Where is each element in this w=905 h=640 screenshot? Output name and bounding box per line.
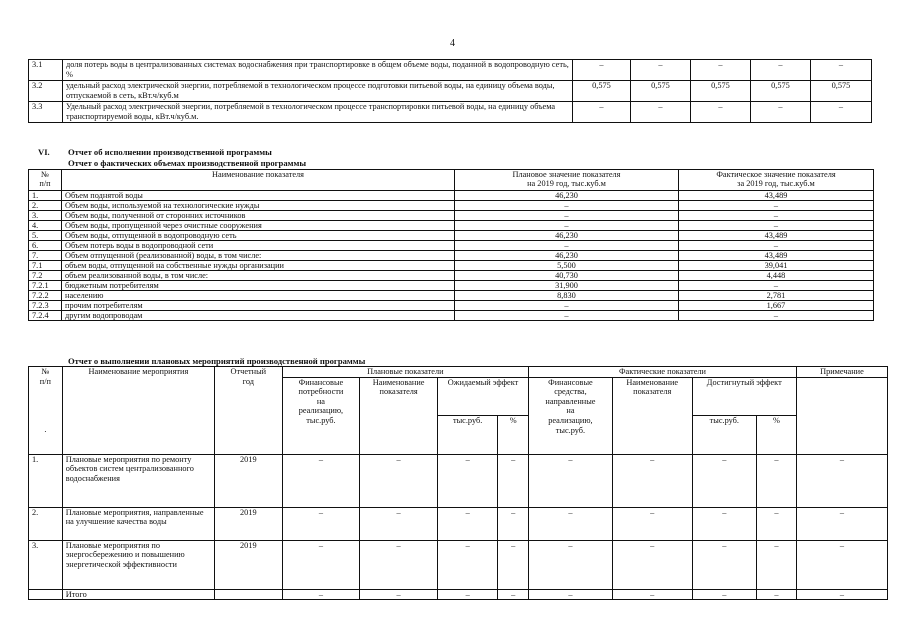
value-cell: 0,575 [631, 81, 691, 102]
row-name: удельный расход электрической энергии, потребляемой в технологическом процессе подготовки питьевой воды, на единицу объема воды, отпускаемой в сеть, кВт.ч/куб.м [63, 81, 573, 102]
table-row [29, 201, 874, 211]
value-cell: – [796, 540, 887, 589]
header-plan-rub: тыс.руб. [437, 416, 497, 455]
indicators-table [28, 59, 872, 123]
header-dot: . [44, 424, 47, 434]
row-number: 3. [29, 540, 63, 589]
volumes-table [28, 169, 874, 321]
header-fact-effect: Достигнутый эффект [692, 377, 796, 416]
row-year: 2019 [215, 540, 282, 589]
row-name: бюджетным потребителям [62, 281, 455, 291]
table-row [29, 261, 874, 271]
table-row [29, 540, 888, 589]
value-cell: – [691, 102, 751, 123]
value-cell: – [437, 540, 497, 589]
table-row [29, 291, 874, 301]
value-cell: – [498, 507, 529, 540]
plan-value: 8,830 [455, 291, 679, 301]
row-name: Объем воды, отпущенной в водопроводную сеть [62, 231, 455, 241]
row-name: доля потерь воды в централизованных системах водоснабжения при транспортировке в общем объеме воды, поданной в водопроводную сеть, % [63, 60, 573, 81]
value-cell: – [631, 60, 691, 81]
fact-value: 2,781 [679, 291, 874, 301]
total-value-cell: – [437, 589, 497, 600]
row-year: 2019 [215, 454, 282, 507]
total-value-cell: – [360, 589, 438, 600]
total-value-cell: – [757, 589, 797, 600]
table-header-row [29, 170, 874, 191]
row-number: 3.1 [29, 60, 63, 81]
total-blank [29, 589, 63, 600]
row-year: 2019 [215, 507, 282, 540]
plan-value: – [455, 201, 679, 211]
header-plan-effect: Ожидаемый эффект [437, 377, 528, 416]
plan-value: – [455, 221, 679, 231]
table-row [29, 281, 874, 291]
total-value-cell: – [796, 589, 887, 600]
total-value-cell: – [612, 589, 692, 600]
row-number: 7.2 [29, 271, 62, 281]
table-row [29, 301, 874, 311]
row-number: 1. [29, 454, 63, 507]
fact-value: 1,667 [679, 301, 874, 311]
table-row [29, 241, 874, 251]
fact-value: 39,041 [679, 261, 874, 271]
row-number: 7. [29, 251, 62, 261]
value-cell: – [360, 507, 438, 540]
row-number: 3.2 [29, 81, 63, 102]
table-row [29, 454, 888, 507]
total-value-cell: – [498, 589, 529, 600]
header-fact-pct: % [757, 416, 797, 455]
header-plan-fin: Финансовые потребности на реализацию, тыс.руб. [282, 377, 360, 454]
plan-value: – [455, 301, 679, 311]
row-name: другим водопроводам [62, 311, 455, 321]
value-cell: 0,575 [751, 81, 811, 102]
value-cell: 0,575 [811, 81, 872, 102]
row-number: 7.2.2 [29, 291, 62, 301]
plan-value: 46,230 [455, 251, 679, 261]
value-cell: – [811, 102, 872, 123]
fact-value: – [679, 201, 874, 211]
table-row [29, 231, 874, 241]
value-cell: – [529, 454, 613, 507]
row-name: Объем отпущенной (реализованной) воды, в том числе: [62, 251, 455, 261]
row-number: 7.2.4 [29, 311, 62, 321]
value-cell: – [498, 540, 529, 589]
value-cell: – [282, 540, 360, 589]
value-cell: – [612, 454, 692, 507]
fact-value: – [679, 311, 874, 321]
fact-value: – [679, 211, 874, 221]
header-plan-group: Плановые показатели [282, 367, 528, 378]
table-row [29, 507, 888, 540]
fact-value: 43,489 [679, 191, 874, 201]
row-name: Плановые мероприятия по ремонту объектов систем централизованного водоснабжения [62, 454, 214, 507]
value-cell: – [612, 507, 692, 540]
value-cell: – [757, 454, 797, 507]
value-cell: – [360, 540, 438, 589]
row-name: Объем воды, используемой на технологические нужды [62, 201, 455, 211]
header-plan-pct: % [498, 416, 529, 455]
row-number: 4. [29, 221, 62, 231]
header-plan: Плановое значение показателя на 2019 год, тыс.куб.м [455, 170, 679, 191]
plan-value: 40,730 [455, 271, 679, 281]
row-name: населению [62, 291, 455, 301]
header-note: Примечание [796, 367, 887, 378]
row-name: Плановые мероприятия, направленные на улучшение качества воды [62, 507, 214, 540]
value-cell: – [529, 540, 613, 589]
plan-value: 31,900 [455, 281, 679, 291]
section-number: VI. [38, 147, 50, 157]
row-name: Удельный расход электрической энергии, потребляемой в технологическом процессе транспортировки питьевой воды, на единицу объема транспортируемой воды, кВт.ч/куб.м. [63, 102, 573, 123]
value-cell: – [757, 507, 797, 540]
table-row [29, 211, 874, 221]
value-cell: – [692, 454, 756, 507]
row-name: Объем воды, пропущенной через очистные сооружения [62, 221, 455, 231]
row-number: 2. [29, 507, 63, 540]
header-fact-group: Фактические показатели [529, 367, 797, 378]
value-cell: – [282, 454, 360, 507]
plan-value: 46,230 [455, 191, 679, 201]
value-cell: – [529, 507, 613, 540]
total-row [29, 589, 888, 600]
total-value-cell: – [692, 589, 756, 600]
row-number: 3. [29, 211, 62, 221]
fact-value: – [679, 241, 874, 251]
value-cell: 0,575 [691, 81, 751, 102]
value-cell: – [692, 507, 756, 540]
row-number: 5. [29, 231, 62, 241]
fact-value: 43,489 [679, 231, 874, 241]
plan-value: – [455, 211, 679, 221]
row-name: объем реализованной воды, в том числе: [62, 271, 455, 281]
value-cell: – [757, 540, 797, 589]
measures-title: Отчет о выполнении плановых мероприятий производственной программы [68, 356, 366, 366]
table-header-row [29, 367, 888, 378]
value-cell: 0,575 [573, 81, 631, 102]
header-note-blank [796, 377, 887, 454]
header-fact-fin: Финансовые средства, направленные на реализацию, тыс.руб. [529, 377, 613, 454]
header-fact-rub: тыс.руб. [692, 416, 756, 455]
value-cell: – [691, 60, 751, 81]
row-number: 3.3 [29, 102, 63, 123]
row-name: Объем потерь воды в водопроводной сети [62, 241, 455, 251]
row-name: объем воды, отпущенной на собственные нужды организации [62, 261, 455, 271]
header-num-text: № п/п [39, 367, 51, 386]
value-cell: – [360, 454, 438, 507]
table-row [29, 60, 872, 81]
row-number: 1. [29, 191, 62, 201]
header-year: Отчетный год [215, 367, 282, 455]
value-cell: – [811, 60, 872, 81]
value-cell: – [796, 454, 887, 507]
row-number: 7.2.3 [29, 301, 62, 311]
table-row [29, 191, 874, 201]
value-cell: – [282, 507, 360, 540]
value-cell: – [631, 102, 691, 123]
value-cell: – [437, 454, 497, 507]
table-row [29, 251, 874, 261]
page-number: 4 [450, 38, 455, 49]
header-fact: Фактическое значение показателя за 2019 год, тыс.куб.м [679, 170, 874, 191]
measures-table [28, 366, 888, 600]
row-name: Плановые мероприятия по энергосбережению и повышению энергетической эффективности [62, 540, 214, 589]
table-row [29, 102, 872, 123]
total-value-cell: – [529, 589, 613, 600]
value-cell: – [437, 507, 497, 540]
table-row [29, 271, 874, 281]
total-value-cell: – [282, 589, 360, 600]
header-name: Наименование показателя [62, 170, 455, 191]
section-subtitle: Отчет о фактических объемах производственной программы [68, 158, 307, 168]
row-name: прочим потребителям [62, 301, 455, 311]
value-cell: – [796, 507, 887, 540]
plan-value: 46,230 [455, 231, 679, 241]
row-number: 2. [29, 201, 62, 211]
value-cell: – [498, 454, 529, 507]
plan-value: 5,500 [455, 261, 679, 271]
header-fact-indicator: Наименование показателя [612, 377, 692, 454]
header-plan-indicator: Наименование показателя [360, 377, 438, 454]
header-num [29, 367, 63, 455]
row-name: Объем поднятой воды [62, 191, 455, 201]
fact-value: – [679, 221, 874, 231]
row-number: 7.1 [29, 261, 62, 271]
row-name: Объем воды, полученной от сторонних источников [62, 211, 455, 221]
value-cell: – [751, 102, 811, 123]
value-cell: – [751, 60, 811, 81]
header-num: № п/п [29, 170, 62, 191]
total-year-blank [215, 589, 282, 600]
fact-value: 4,448 [679, 271, 874, 281]
plan-value: – [455, 311, 679, 321]
value-cell: – [573, 102, 631, 123]
plan-value: – [455, 241, 679, 251]
fact-value: – [679, 281, 874, 291]
fact-value: 43,489 [679, 251, 874, 261]
table-row [29, 221, 874, 231]
value-cell: – [692, 540, 756, 589]
value-cell: – [573, 60, 631, 81]
value-cell: – [612, 540, 692, 589]
row-number: 6. [29, 241, 62, 251]
section-title: Отчет об исполнении производственной программы [68, 147, 272, 157]
table-row [29, 311, 874, 321]
header-name: Наименование мероприятия [62, 367, 214, 455]
total-label: Итого [62, 589, 214, 600]
table-row [29, 81, 872, 102]
row-number: 7.2.1 [29, 281, 62, 291]
